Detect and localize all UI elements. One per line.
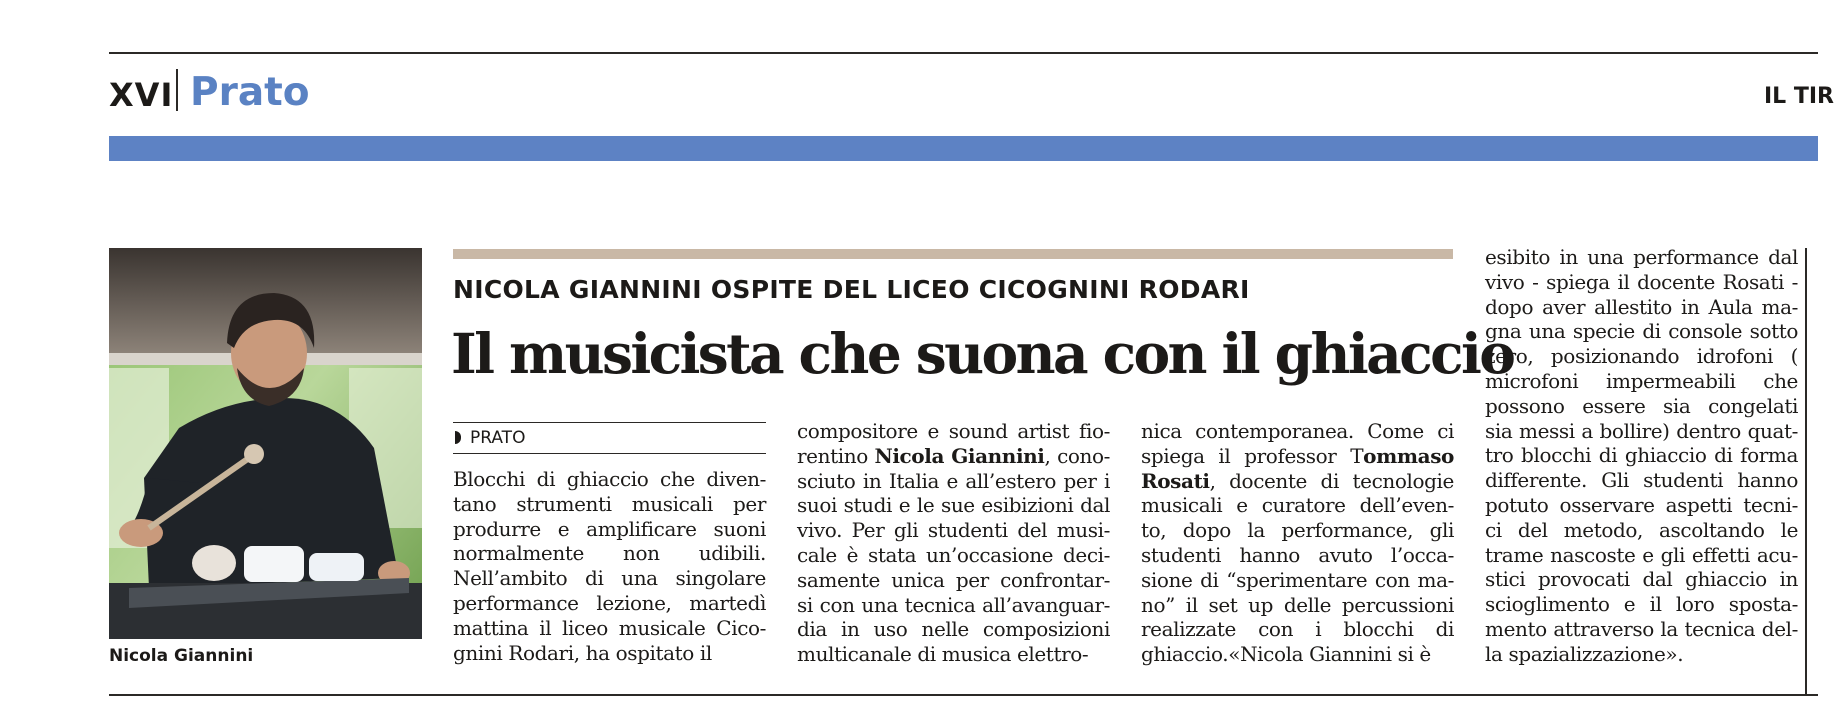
article-line: multicanale di musica elettro- [797,642,1089,667]
article-line: tro blocchi di ghiaccio di forma [1485,443,1798,468]
article-line: suoi studi e le sue esibizioni dal [797,493,1110,518]
line-fragment: , docente di tecnologie [1209,468,1454,493]
article-line: ci del metodo, ascoltando le [1485,517,1798,542]
article-line: dia in uso nelle composizioni [797,617,1110,642]
article-line: scioglimento e il loro sposta- [1485,592,1798,617]
header-separator [176,69,178,111]
article-line: vivo - spiega il docente Rosati - [1485,269,1798,294]
column-rule [1805,248,1807,694]
article-kicker: NICOLA GIANNINI OSPITE DEL LICEO CICOGNINI RODARI [453,275,1250,304]
article-line: vivo. Per gli studenti del musi- [797,518,1110,543]
article-line: stici provocati dal ghiaccio in [1485,567,1798,592]
line-fragment: , cono- [1044,443,1110,468]
section-color-band [109,136,1818,161]
article-photo [109,248,422,639]
article-line: esibito in una performance dal [1485,245,1798,269]
article-line: gna una specie di console sotto [1485,319,1798,344]
article-column-3 [1141,419,1454,667]
article-line: studenti hanno avuto l’occa- [1141,542,1454,567]
bold-name: ommaso [1363,443,1454,468]
article-line: samente unica per confrontar- [797,567,1110,592]
article-line: potuto osservare aspetti tecni- [1485,492,1798,517]
article-line: si con una tecnica all’avanguar- [797,592,1110,617]
article-line: normalmente non udibili. [453,541,766,566]
article-column-4 [1485,245,1798,667]
article-column-2 [797,419,1110,667]
article-line: sione di “sperimentare con ma- [1141,567,1454,592]
article-line: microfoni impermeabili che [1485,368,1798,393]
article-line: trame nascoste e gli effetti acu- [1485,542,1798,567]
article-line: tano strumenti musicali per [453,491,766,516]
article-line: mattina il liceo musicale Cico- [453,615,766,640]
bottom-rule [109,694,1818,696]
article-line: differente. Gli studenti hanno [1485,468,1798,493]
article-line [1141,444,1454,469]
article-line: Nell’ambito di una singolare [453,566,766,591]
article-line [1141,469,1454,494]
page-number: XVI [109,76,174,114]
dateline [453,422,766,454]
line-fragment: spiega il professor T [1141,443,1364,468]
bold-name: Rosati [1141,468,1210,493]
accent-bar [453,249,1453,259]
article-line [797,444,1110,469]
photo-caption: Nicola Giannini [109,646,254,666]
article-headline: Il musicista che suona con il ghiaccio [451,321,1514,386]
section-name: Prato [190,70,310,115]
article-line: Blocchi di ghiaccio che diven- [453,467,766,491]
article-line: possono essere sia congelati [1485,393,1798,418]
article-line: zero, posizionando idrofoni ( [1485,344,1798,369]
dateline-marker-icon [455,431,461,444]
article-line: musicali e curatore dell’even- [1141,493,1454,518]
article-line: nica contemporanea. Come ci [1141,419,1454,443]
article-line: sciuto in Italia e all’estero per i [797,468,1110,493]
article-line: performance lezione, martedì [453,590,766,615]
article-line: realizzate con i blocchi di [1141,617,1454,642]
article-line: ghiaccio.«Nicola Giannini si è [1141,642,1431,667]
article-column-1 [453,467,766,665]
article-line: to, dopo la performance, gli [1141,518,1454,543]
bold-name: Nicola Giannini [874,443,1045,468]
article-line: cale è stata un’occasione deci- [797,542,1110,567]
article-line: no” il set up delle percussioni [1141,592,1454,617]
article-line: dopo aver allestito in Aula ma- [1485,294,1798,319]
article-line: sia messi a bollire) dentro quat- [1485,418,1798,443]
article-line: mento attraverso la tecnica del- [1485,616,1798,641]
top-rule [109,52,1818,54]
article-line: gnini Rodari, ha ospitato il [453,640,712,665]
article-line: produrre e amplificare suoni [453,516,766,541]
line-fragment: rentino [797,443,875,468]
article-line: compositore e sound artist fio- [797,419,1110,443]
dateline-text: PRATO [470,428,526,448]
article-line: la spazializzazione». [1485,641,1684,666]
masthead: IL TIR [1764,84,1834,109]
